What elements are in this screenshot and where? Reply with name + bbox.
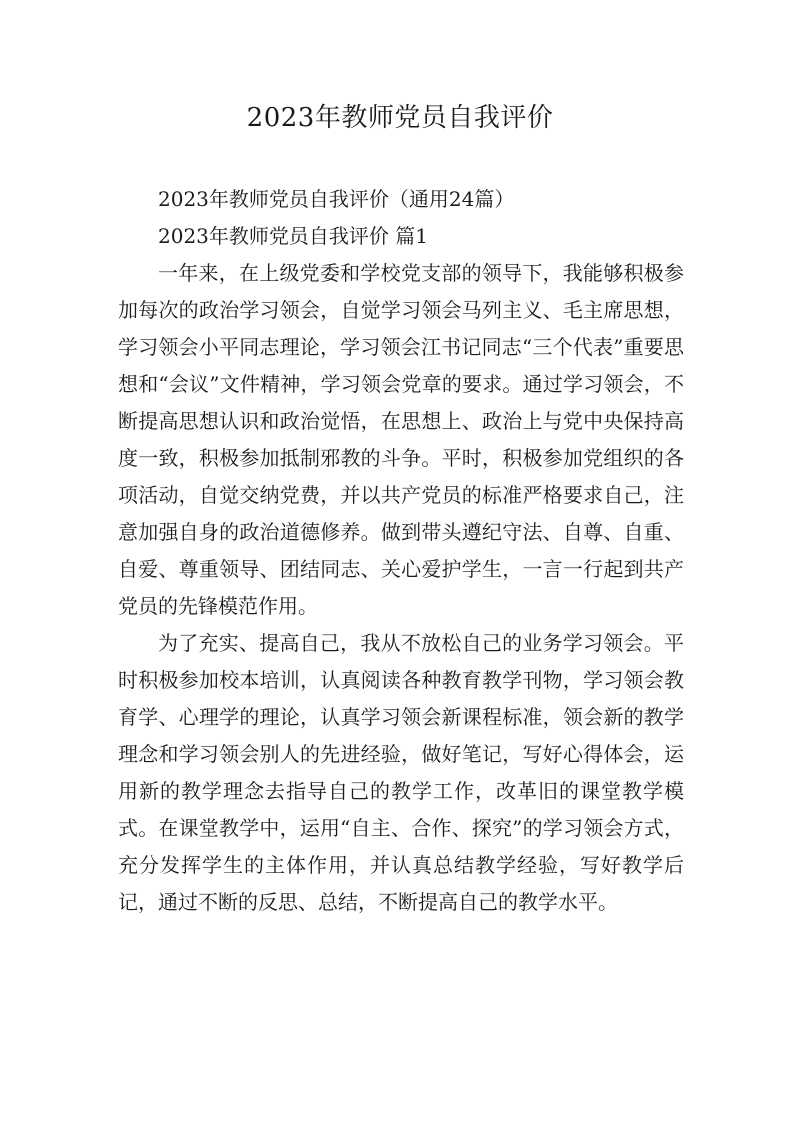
section-heading: 2023年教师党员自我评价 篇1 (158, 224, 428, 248)
document-title: 2023年教师党员自我评价 (246, 103, 554, 133)
body-paragraph: 为了充实、提高自己，我从不放松自己的业务学习领会。平时积极参加校本培训，认真阅读各种教育教学刊物，学习领会教育学、心理学的理论，认真学习领会新课程标准，领会新的教学理念和学习领会别人的先进经验，做好笔记，写好心得体会，运用新的教学理念去指导自己的教学工作，改革旧的课堂教学模式。在课堂教学中，运用“自主、合作、探究”的学习领会方式，充分发挥学生的主体作用，并认真总结教学经验，写好教学后记，通过不断的反思、总结，不断提高自己的教学水平。 (118, 631, 684, 914)
document-body (118, 181, 684, 921)
body-paragraph: 一年来，在上级党委和学校党支部的领导下，我能够积极参加每次的政治学习领会，自觉学习领会马列主义、毛主席思想，学习领会小平同志理论，学习领会江书记同志“三个代表”重要思想和“会议”文件精神，学习领会党章的要求。通过学习领会，不断提高思想认识和政治觉悟，在思想上、政治上与党中央保持高度一致，积极参加抵制邪教的斗争。平时，积极参加党组织的各项活动，自觉交纳党费，并以共产党员的标准严格要求自己，注意加强自身的政治道德修养。做到带头遵纪守法、自尊、自重、自爱、尊重领导、团结同志、关心爱护学生，一言一行起到共产党员的先锋模范作用。 (118, 261, 684, 618)
document-subtitle: 2023年教师党员自我评价（通用24篇） (158, 187, 515, 211)
